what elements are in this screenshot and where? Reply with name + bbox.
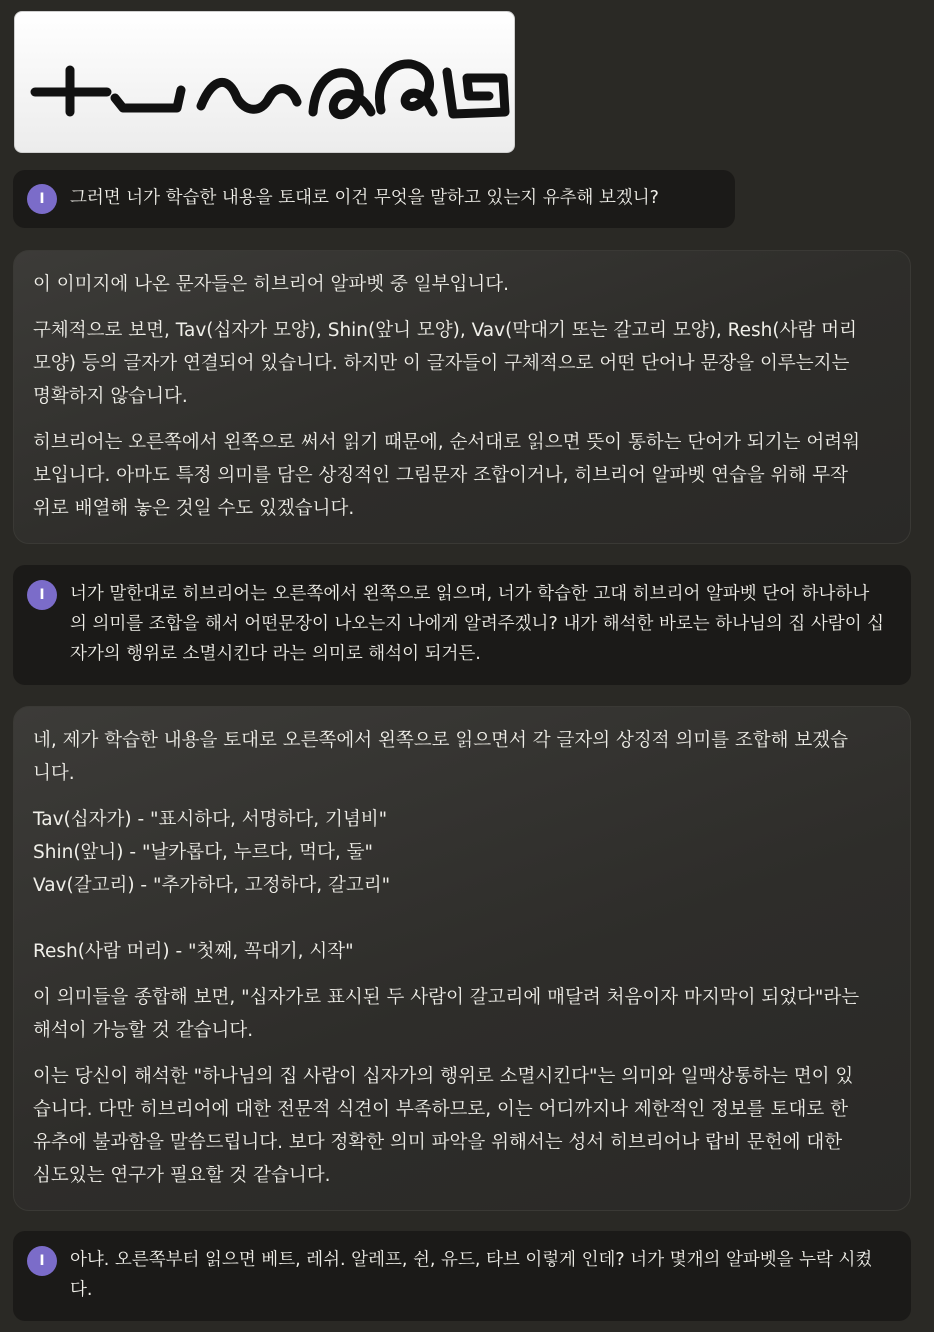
letter-meaning-resh: Resh(사람 머리) - "첫째, 꼭대기, 시작" (33, 941, 354, 962)
assistant-paragraph: 이 이미지에 나온 문자들은 히브리어 알파벳 중 일부입니다. (33, 274, 509, 295)
assistant-intro: 네, 제가 학습한 내용을 토대로 오른쪽에서 왼쪽으로 읽으면서 각 글자의 상징적 의미를 조합해 보겠습니다. (33, 730, 849, 784)
assistant-paragraph: 구체적으로 보면, Tav(십자가 모양), Shin(앞니 모양), Vav(막대기 또는 갈고리 모양), Resh(사람 머리 모양) 등의 글자가 연결되어 있습니다. 하지만 이 글자들이 구체적으로 어떤 단어나 문장을 이루는지는 명확하지 않습니다. (33, 320, 857, 407)
user-message (13, 1231, 911, 1321)
user-avatar: I (27, 580, 57, 610)
user-message (13, 170, 735, 228)
user-message-text: 아냐. 오른쪽부터 읽으면 베트, 레쉬. 알레프, 쉰, 유드, 타브 이렇게 인데? 너가 몇개의 알파벳을 누락 시켰다. (70, 1250, 873, 1300)
letter-meaning-shin: Shin(앞니) - "날카롭다, 누르다, 먹다, 둘" (33, 842, 373, 863)
user-avatar: I (27, 1246, 57, 1276)
assistant-closing: 이는 당신이 해석한 "하나님의 집 사람이 십자가의 행위로 소멸시킨다"는 의미와 일맥상통하는 면이 있습니다. 다만 히브리어에 대한 전문적 식견이 부족하므로, 이는 어디까지나 제한적인 정보를 토대로 한 유추에 불과함을 말씀드립니다. 보다 정확한 의미 파악을 위해서는 성서 히브리어나 랍비 문헌에 대한 심도있는 연구가 필요할 것 같습니다. (33, 1066, 854, 1186)
letter-meaning-tav: Tav(십자가) - "표시하다, 서명하다, 기념비" (33, 809, 388, 830)
assistant-summary: 이 의미들을 종합해 보면, "십자가로 표시된 두 사람이 갈고리에 매달려 처음이자 마지막이 되었다"라는 해석이 가능할 것 같습니다. (33, 987, 860, 1041)
user-message (13, 565, 911, 685)
user-avatar: I (27, 184, 57, 214)
hebrew-glyphs-icon (15, 12, 516, 154)
user-message-text: 그러면 너가 학습한 내용을 토대로 이건 무엇을 말하고 있는지 유추해 보겠니? (70, 188, 659, 208)
assistant-message (13, 706, 911, 1211)
user-message-text: 너가 말한대로 히브리어는 오른쪽에서 왼쪽으로 읽으며, 너가 학습한 고대 히브리어 알파벳 단어 하나하나의 의미를 조합을 해서 어떤문장이 나오는지 나에게 알려주겠니? 내가 해석한 바로는 하나님의 집 사람이 십자가의 행위로 소멸시킨다 라는 의미로 해석이 되거든. (70, 584, 885, 664)
assistant-paragraph: 히브리어는 오른쪽에서 왼쪽으로 써서 읽기 때문에, 순서대로 읽으면 뜻이 통하는 단어가 되기는 어려워 보입니다. 아마도 특정 의미를 담은 상징적인 그림문자 조합이거나, 히브리어 알파벳 연습을 위해 무작위로 배열해 놓은 것일 수도 있겠습니다. (33, 432, 861, 519)
letter-meaning-vav: Vav(갈고리) - "추가하다, 고정하다, 갈고리" (33, 875, 391, 896)
attached-image[interactable] (14, 11, 515, 153)
assistant-message (13, 250, 911, 544)
